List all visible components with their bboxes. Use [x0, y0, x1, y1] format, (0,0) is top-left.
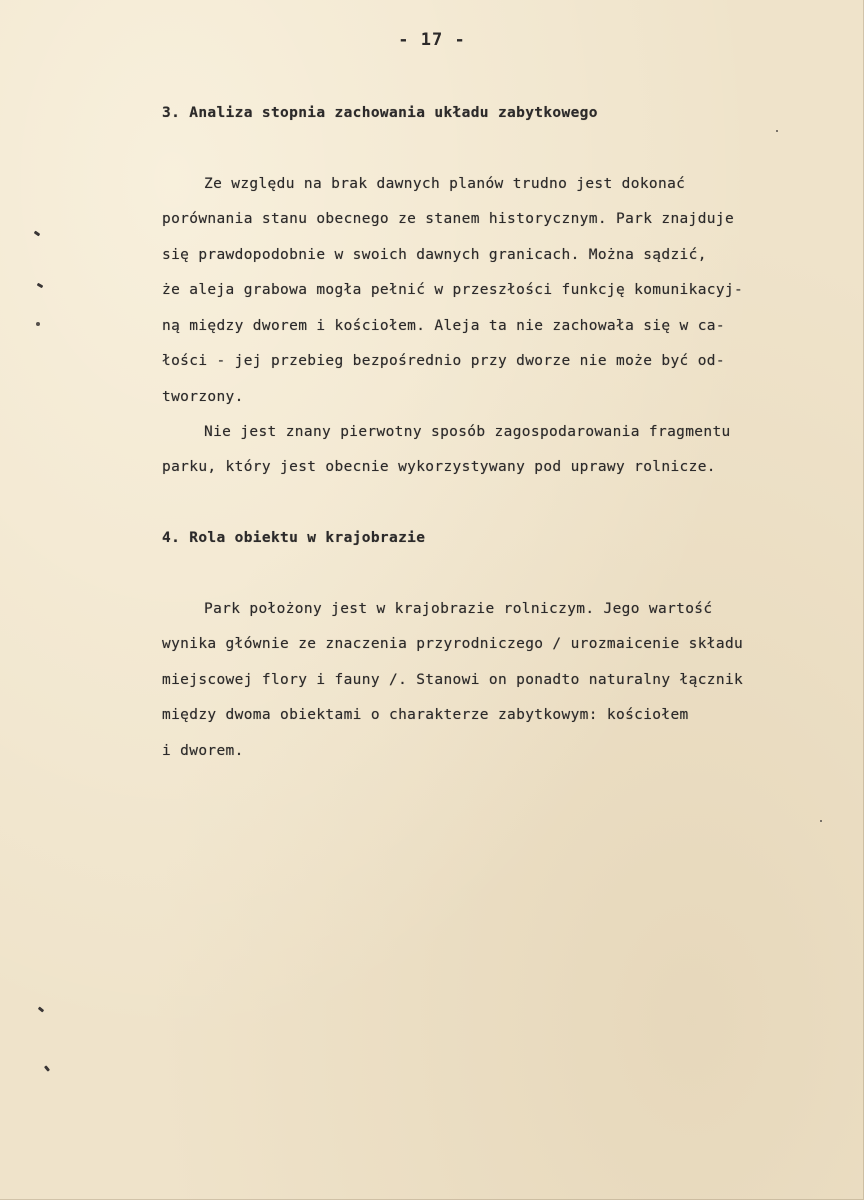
paragraph-line: Park położony jest w krajobrazie rolniczym. Jego wartość [204, 601, 713, 617]
paragraph-line: że aleja grabowa mogła pełnić w przeszłości funkcję komunikacyj- [162, 282, 744, 298]
paragraph-line: parku, który jest obecnie wykorzystywany pod uprawy rolnicze. [162, 459, 716, 475]
speck [776, 130, 778, 132]
paragraph-line: Nie jest znany pierwotny sposób zagospodarowania fragmentu [204, 424, 731, 440]
paragraph-line: się prawdopodobnie w swoich dawnych granicach. Można sądzić, [162, 247, 707, 263]
margin-mark [38, 1006, 45, 1012]
margin-mark [34, 231, 41, 237]
paragraph-line: wynika głównie ze znaczenia przyrodniczego / urozmaicenie składu [162, 636, 744, 652]
paragraph-line: między dwoma obiektami o charakterze zabytkowym: kościołem [162, 707, 689, 723]
paragraph-line: tworzony. [162, 389, 244, 405]
speck [820, 820, 822, 822]
section-3-heading: 3. Analiza stopnia zachowania układu zabytkowego [162, 105, 598, 121]
paragraph-line: porównania stanu obecnego ze stanem historycznym. Park znajduje [162, 211, 735, 227]
margin-dot [36, 322, 40, 326]
paragraph-line: i dworem. [162, 743, 244, 759]
margin-mark [44, 1065, 50, 1072]
paragraph-line: Ze względu na brak dawnych planów trudno jest dokonać [204, 176, 686, 192]
margin-mark [37, 283, 44, 289]
section-4-heading: 4. Rola obiektu w krajobrazie [162, 530, 426, 546]
paragraph-line: łości - jej przebieg bezpośrednio przy dworze nie może być od- [162, 353, 725, 369]
page-number: - 17 - [398, 30, 466, 50]
paragraph-line: miejscowej flory i fauny /. Stanowi on ponadto naturalny łącznik [162, 672, 744, 688]
paragraph-line: ną między dworem i kościołem. Aleja ta nie zachowała się w ca- [162, 318, 725, 334]
